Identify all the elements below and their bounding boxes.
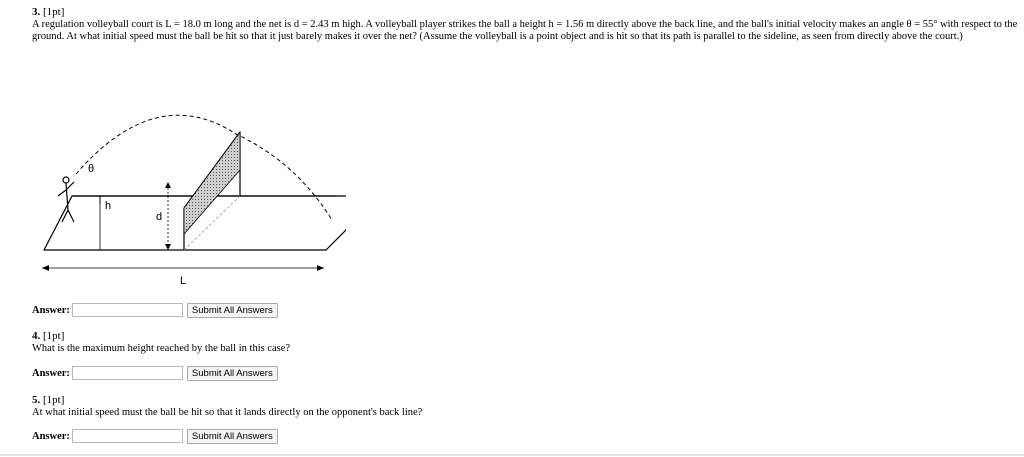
answer-label: Answer:: [32, 367, 70, 379]
L-label: L: [180, 275, 187, 287]
answer-row-4: [32, 365, 278, 381]
problem-number: 4.: [32, 330, 41, 342]
answer-label: Answer:: [32, 430, 70, 442]
problem-points: [1pt]: [43, 330, 65, 342]
problem-4-number: [32, 330, 932, 343]
problem-3-number: [32, 6, 1022, 19]
problem-3: [32, 6, 1022, 43]
player: [58, 177, 74, 222]
problem-5: [32, 394, 932, 419]
submit-all-answers-button[interactable]: Submit All Answers: [187, 303, 278, 318]
d-label: d: [156, 211, 163, 223]
submit-all-answers-button[interactable]: Submit All Answers: [187, 429, 278, 444]
problem-4-text: What is the maximum height reached by the ball in this case?: [32, 343, 291, 354]
answer-input-5[interactable]: [72, 429, 183, 443]
answer-input-3[interactable]: [72, 303, 183, 317]
h-label: h: [105, 200, 112, 212]
problem-5-number: [32, 394, 932, 407]
submit-all-answers-button[interactable]: Submit All Answers: [187, 366, 278, 381]
theta-label: θ: [88, 163, 95, 175]
problem-number: 3.: [32, 6, 41, 18]
problem-points: [1pt]: [43, 394, 65, 406]
problem-4: [32, 330, 932, 355]
problem-number: 5.: [32, 394, 41, 406]
bottom-divider: [0, 454, 1024, 456]
answer-input-4[interactable]: [72, 366, 183, 380]
answer-label: Answer:: [32, 304, 70, 316]
problem-points: [1pt]: [43, 6, 65, 18]
volleyball-court-figure: [36, 112, 346, 295]
answer-row-5: [32, 428, 278, 444]
answer-row-3: [32, 302, 278, 318]
problem-5-text: At what initial speed must the ball be hit so that it lands directly on the opponent's back line?: [32, 407, 423, 418]
net: [184, 132, 240, 234]
problem-3-text: A regulation volleyball court is L = 18.0 m long and the net is d = 2.43 m high. A volleyball player strikes the ball a height h = 1.56 m directly above the back line, and the ball's initial velocity makes an angle θ = 55° with respect to the ground. At what initial speed must the ball be hit so that it just barely makes it over the net? (Assume the volleyball is a point object and is hit so that its path is parallel to the sideline, as seen from directly above the court.): [32, 19, 1018, 42]
